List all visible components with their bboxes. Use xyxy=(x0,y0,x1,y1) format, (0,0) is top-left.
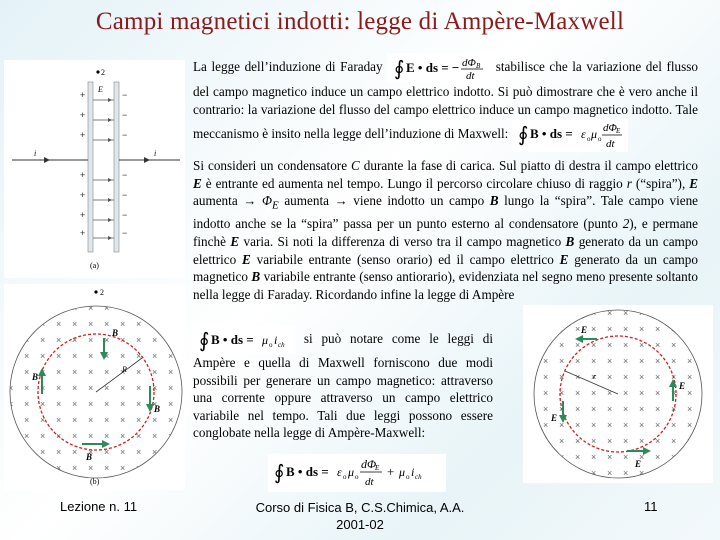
svg-text:+: + xyxy=(387,464,395,479)
footer-course-line2: 2001-02 xyxy=(336,517,384,532)
slide-title: Campi magnetici indotti: legge di Ampère-Maxwell xyxy=(95,8,625,35)
symbol-phi-subscript: E xyxy=(272,199,279,212)
svg-text:dt: dt xyxy=(466,70,475,81)
text-segment: generato da un campo magnetico xyxy=(193,251,698,285)
label-B: B xyxy=(32,372,39,382)
equation-maxwell xyxy=(512,118,628,152)
text-faraday-intro: La legge dell’induzione di Faraday xyxy=(193,59,383,75)
svg-text:∮: ∮ xyxy=(394,58,405,80)
svg-text:+: + xyxy=(80,90,86,100)
svg-text:o: o xyxy=(597,135,602,144)
svg-text:μ: μ xyxy=(590,127,597,142)
svg-text:ch: ch xyxy=(415,473,422,481)
svg-text:−: − xyxy=(122,110,128,120)
svg-text:+: + xyxy=(80,190,86,200)
label-E: E xyxy=(635,459,642,469)
text-segment: varia. Si noti la differenza di verso tra il campo magnetico xyxy=(239,234,566,250)
svg-text:E • ds = −: E • ds = − xyxy=(406,60,460,75)
label-r: r xyxy=(593,372,597,381)
svg-text:μ: μ xyxy=(262,333,269,347)
label-i-left: i xyxy=(34,149,37,158)
label-B: B xyxy=(154,404,161,414)
footer-page-number: 11 xyxy=(644,499,658,514)
paragraph-faraday xyxy=(193,53,698,152)
svg-text:μ: μ xyxy=(399,465,406,479)
figure-label-a: (a) xyxy=(90,261,99,270)
label-R: R xyxy=(122,365,127,374)
svg-text:ε: ε xyxy=(337,465,342,479)
paragraph-ampere xyxy=(193,326,493,442)
svg-text:o: o xyxy=(355,473,359,481)
svg-text:+: + xyxy=(80,110,86,120)
svg-text:+: + xyxy=(80,228,86,238)
footer-course xyxy=(240,499,480,533)
figure-loop-b-field xyxy=(4,284,185,490)
svg-text:o: o xyxy=(269,341,273,349)
svg-text:−: − xyxy=(122,170,128,180)
symbol-point-2: 2 xyxy=(622,216,630,232)
text-segment: generato da un campo elettrico xyxy=(193,234,698,267)
svg-text:−: − xyxy=(122,228,128,238)
label-B: B xyxy=(86,452,93,462)
symbol-B: B xyxy=(489,193,499,209)
label-B: B xyxy=(112,328,119,338)
symbol-E: E xyxy=(242,251,251,267)
text-segment: lungo la “spira”. Tale campo viene indotto anche se la “spira” passa per un punto esterno al condensatore (punto xyxy=(193,193,699,232)
equation-ampere xyxy=(193,326,295,354)
text-segment: variabile entrante (senso orario) ed il campo elettrico xyxy=(250,251,560,267)
svg-text:i: i xyxy=(274,333,278,347)
svg-text:B • ds =: B • ds = xyxy=(529,126,573,142)
svg-text:B • ds =: B • ds = xyxy=(286,464,329,479)
label-E: E xyxy=(551,413,558,423)
svg-text:dΦ: dΦ xyxy=(602,122,617,135)
label-E: E xyxy=(581,325,588,335)
svg-text:dt: dt xyxy=(365,476,374,488)
figure-loop-e-field xyxy=(523,305,713,483)
label-point-2: 2 xyxy=(100,288,104,297)
svg-text:dΦ: dΦ xyxy=(361,457,377,471)
text-faraday-rest: stabilisce che la variazione del flusso del campo magnetico induce un campo elettrico indotto. Si può dimostrare che è vero anche il contrario: la variazione del flusso del campo elettrico induce un campo magnetico indotto. Tale meccanismo è insito nella legge dell’induzione di Maxwell: xyxy=(193,59,698,142)
arrow-right-icon: → xyxy=(243,193,257,209)
symbol-E: E xyxy=(689,175,698,191)
text-ampere-rest: si può notare come le leggi di Ampère e quella di Maxwell forniscono due modi possibili per generare un campo magnetico: attraverso una corrente oppure attraverso un campo elettrico variabile nel tempo. Tali due leggi possono essere conglobate nella legge di Ampère-Maxwell: xyxy=(193,331,493,441)
svg-text:−: − xyxy=(122,190,128,200)
figure-capacitor-side xyxy=(4,60,185,278)
svg-text:∮: ∮ xyxy=(199,330,210,352)
text-segment: variabile entrante (senso antiorario), evidenziata nel segno meno presente soltanto nella legge di Faraday. Ricordando infine la legge di Ampère xyxy=(193,269,699,302)
svg-text:+: + xyxy=(80,130,86,140)
paragraph-capacitor xyxy=(193,157,698,303)
text-segment: viene indotto un campo xyxy=(347,193,490,209)
svg-text:o: o xyxy=(406,473,410,481)
text-segment: aumenta xyxy=(193,193,244,209)
symbol-phi: Φ xyxy=(261,193,273,209)
text-segment: durante la fase di carica. Sul piatto di destra il campo elettrico xyxy=(359,158,698,173)
footer-course-line1: Corso di Fisica B, C.S.Chimica, A.A. xyxy=(255,500,465,515)
symbol-r: r xyxy=(626,175,632,191)
svg-text:−: − xyxy=(122,130,128,140)
svg-text:−: − xyxy=(122,210,128,220)
svg-text:i: i xyxy=(411,465,415,479)
svg-text:−: − xyxy=(122,90,128,100)
svg-text:dt: dt xyxy=(605,138,615,151)
text-segment: (“spira”), xyxy=(631,175,690,191)
svg-text:ε: ε xyxy=(580,127,586,142)
label-point-2: 2 xyxy=(101,68,105,77)
footer-lecture: Lezione n. 11 xyxy=(60,499,138,514)
svg-text:o: o xyxy=(343,473,347,481)
label-E: E xyxy=(98,85,103,94)
svg-text:∮: ∮ xyxy=(274,462,285,484)
svg-text:dΦ: dΦ xyxy=(462,57,477,69)
label-i-right: i xyxy=(154,149,157,158)
svg-text:ch: ch xyxy=(278,341,285,349)
symbol-B: B xyxy=(565,234,575,250)
symbol-E: E xyxy=(559,251,569,267)
svg-text:+: + xyxy=(80,170,86,180)
svg-text:B • ds =: B • ds = xyxy=(211,332,254,347)
svg-text:∮: ∮ xyxy=(517,124,529,147)
text-segment: è entrante ed aumenta nel tempo. Lungo il percorso circolare chiuso di raggio xyxy=(201,175,627,191)
equation-faraday xyxy=(387,53,491,83)
svg-text:E: E xyxy=(615,127,620,136)
figure-label-b: (b) xyxy=(90,477,100,486)
svg-text:B: B xyxy=(476,62,481,70)
symbol-E: E xyxy=(230,234,240,250)
equation-ampere-maxwell xyxy=(268,454,446,492)
label-E: E xyxy=(679,381,686,391)
symbol-E: E xyxy=(193,175,202,191)
text-segment: aumenta xyxy=(278,193,335,209)
text-segment: Si consideri un condensatore xyxy=(193,158,352,173)
svg-text:+: + xyxy=(80,210,86,220)
symbol-B: B xyxy=(251,269,261,285)
svg-text:μ: μ xyxy=(348,465,355,479)
arrow-right-icon: → xyxy=(334,193,348,209)
symbol-C: C xyxy=(351,158,360,173)
svg-text:o: o xyxy=(586,135,591,144)
svg-text:E: E xyxy=(375,464,380,472)
text-segment: ), e permane finchè xyxy=(193,216,698,250)
